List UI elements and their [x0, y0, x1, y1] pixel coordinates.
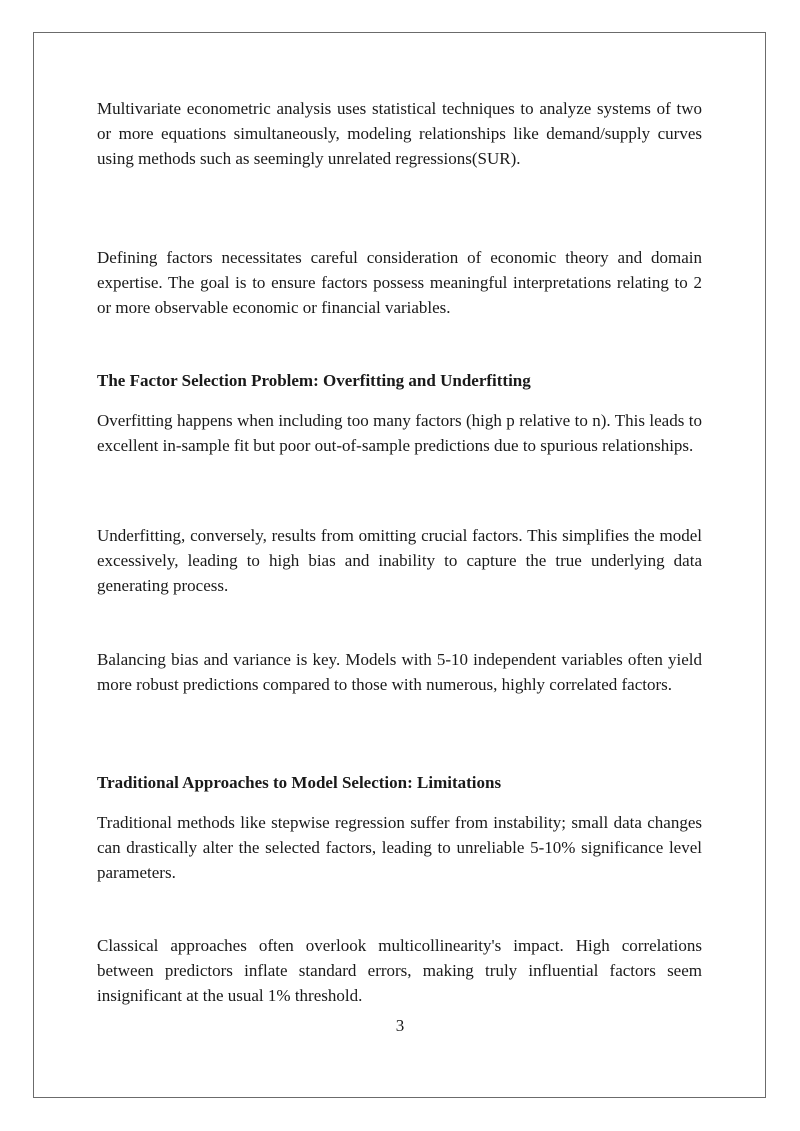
- paragraph-bias-variance: Balancing bias and variance is key. Models with 5-10 independent variables often yield more robust predictions compared to those with numerous, highly correlated factors.: [97, 650, 702, 694]
- page-number: 3: [395, 1016, 405, 1035]
- heading-traditional-approaches: Traditional Approaches to Model Selection: Limitations: [97, 773, 502, 792]
- paragraph-multicollinearity: Classical approaches often overlook multicollinearity's impact. High correlations between predictors inflate standard errors, making truly influential factors seem insignificant at the usual 1% threshold.: [97, 936, 702, 1005]
- paragraph-underfitting: Underfitting, conversely, results from omitting crucial factors. This simplifies the model excessively, leading to high bias and inability to capture the true underlying data generating process.: [97, 526, 702, 595]
- heading-factor-selection-problem: The Factor Selection Problem: Overfitting and Underfitting: [97, 371, 531, 390]
- paragraph-overfitting: Overfitting happens when including too many factors (high p relative to n). This leads to excellent in-sample fit but poor out-of-sample predictions due to spurious relationships.: [97, 411, 702, 455]
- paragraph-stepwise-regression: Traditional methods like stepwise regression suffer from instability; small data changes can drastically alter the selected factors, leading to unreliable 5-10% significance level parameters.: [97, 813, 702, 882]
- paragraph-multivariate-analysis: Multivariate econometric analysis uses statistical techniques to analyze systems of two or more equations simultaneously, modeling relationships like demand/supply curves using methods such as seemingly unrelated regressions(SUR).: [97, 99, 702, 168]
- paragraph-defining-factors: Defining factors necessitates careful consideration of economic theory and domain expertise. The goal is to ensure factors possess meaningful interpretations relating to 2 or more observable economic or financial variables.: [97, 248, 702, 317]
